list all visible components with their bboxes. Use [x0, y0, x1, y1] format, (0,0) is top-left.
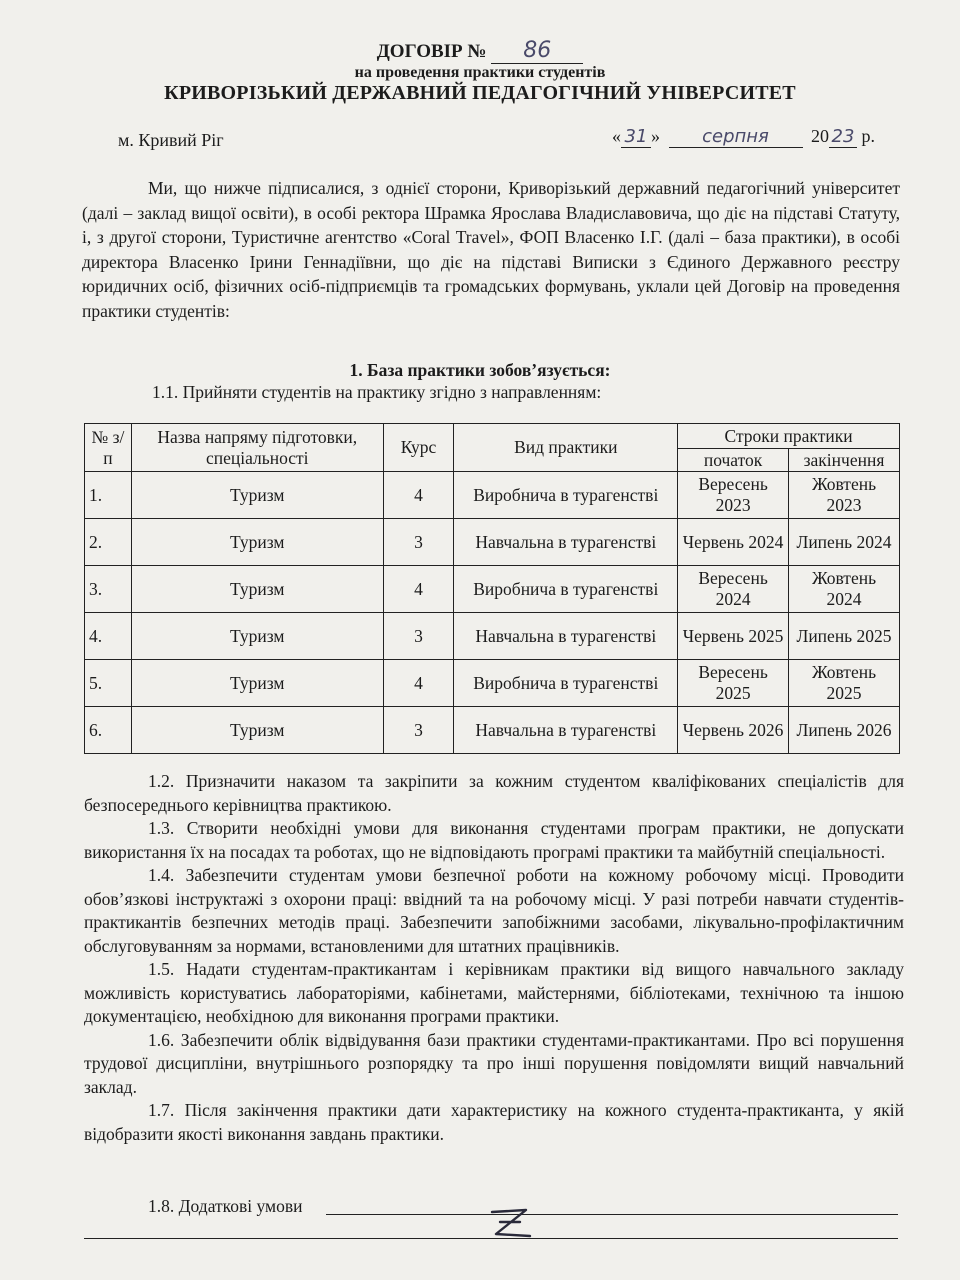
- date-day: 31: [621, 126, 651, 148]
- point-1-3: 1.3. Створити необхідні умови для виконання студентами програм практики, не допускати використання їх на посадах та роботах, що не відповідають програмі практики та майбутній спеціальності.: [84, 818, 904, 862]
- row-num: 4.: [85, 613, 132, 660]
- row-end: Липень 2024: [789, 519, 900, 566]
- date-year-unit: р.: [861, 126, 875, 146]
- city: м. Кривий Ріг: [118, 130, 224, 150]
- point-1-7: 1.7. Після закінчення практики дати характеристику на кожного студента-практиканта, у якій відобразити якості виконання завдань практики.: [84, 1100, 904, 1144]
- table-row: [85, 660, 900, 707]
- row-end: Липень 2026: [789, 707, 900, 754]
- point-1-4: 1.4. Забезпечити студентам умови безпечної роботи на кожному робочому місці. Проводити обов’язкові інструктажі з охорони праці: ввідний та на робочому місці. У разі потреби навчати студентів-практикантів безпечних методів праці. Забезпечити запобіжними засобами, лікувально-профілактичним обслуговуванням за нормами, встановленими для штатних працівників.: [84, 865, 904, 956]
- row-start: Вересень 2023: [678, 472, 789, 519]
- row-course: 4: [383, 566, 454, 613]
- row-num: 1.: [85, 472, 132, 519]
- row-num: 2.: [85, 519, 132, 566]
- practice-table: [84, 423, 900, 754]
- row-direction: Туризм: [131, 519, 383, 566]
- row-course: 3: [383, 613, 454, 660]
- row-course: 4: [383, 660, 454, 707]
- contract-title: [0, 38, 960, 64]
- contract-number-handwritten: 86: [491, 38, 583, 64]
- point-1-2: 1.2. Призначити наказом та закріпити за кожним студентом кваліфікованих спеціалістів для безпосереднього керівництва практикою.: [84, 771, 904, 815]
- row-start: Червень 2024: [678, 519, 789, 566]
- row-direction: Туризм: [131, 472, 383, 519]
- date-month: серпня: [669, 126, 803, 148]
- header-course: Курс: [383, 424, 454, 472]
- row-direction: Туризм: [131, 613, 383, 660]
- point-1-8: 1.8. Додаткові умови: [148, 1196, 303, 1216]
- row-course: 3: [383, 707, 454, 754]
- section-1-heading: 1. База практики зобов’язується:: [349, 360, 611, 380]
- handwritten-z-mark-icon: [486, 1204, 534, 1244]
- row-practice-type: Навчальна в турагенстві: [454, 707, 678, 754]
- header-num: № з/п: [85, 424, 132, 472]
- header-practice-type: Вид практики: [454, 424, 678, 472]
- header-start: початок: [678, 449, 789, 472]
- row-practice-type: Виробнича в турагенстві: [454, 472, 678, 519]
- row-end: Жовтень 2024: [789, 566, 900, 613]
- row-num: 6.: [85, 707, 132, 754]
- table-row: [85, 613, 900, 660]
- row-course: 4: [383, 472, 454, 519]
- row-practice-type: Виробнича в турагенстві: [454, 660, 678, 707]
- contract-date: [612, 126, 875, 148]
- date-year-prefix: 20: [811, 126, 829, 146]
- header-end: закінчення: [789, 449, 900, 472]
- date-year-suffix: 23: [829, 126, 857, 148]
- header-terms: Строки практики: [678, 424, 900, 449]
- point-1-1: 1.1. Прийняти студентів на практику згідно з направленням:: [152, 382, 602, 402]
- row-end: Липень 2025: [789, 613, 900, 660]
- header-direction: Назва напряму підготовки, спеціальності: [131, 424, 383, 472]
- row-practice-type: Виробнича в турагенстві: [454, 566, 678, 613]
- row-practice-type: Навчальна в турагенстві: [454, 613, 678, 660]
- row-direction: Туризм: [131, 707, 383, 754]
- intro-paragraph: Ми, що нижче підписалися, з однієї сторони, Криворізький державний педагогічний університет (далі – заклад вищої освіти), в особі ректора Шрамка Ярослава Владиславовича, що діє на підставі Статуту, і, з другої сторони, Туристичне агентство «Coral Travel», ФОП Власенко І.Г. (далі – база практики), в особі директора Власенко Ірини Геннадіївни, що діє на підставі Виписки з Єдиного Державного реєстру юридичних осіб, фізичних осіб-підприємців та громадських формувань, уклали цей Договір на проведення практики студентів:: [82, 178, 900, 321]
- row-direction: Туризм: [131, 566, 383, 613]
- row-start: Червень 2025: [678, 613, 789, 660]
- row-direction: Туризм: [131, 660, 383, 707]
- contract-subtitle: на проведення практики студентів: [354, 64, 606, 81]
- table-row: [85, 519, 900, 566]
- table-row: [85, 707, 900, 754]
- additional-terms-line: [326, 1214, 898, 1215]
- row-num: 3.: [85, 566, 132, 613]
- row-start: Вересень 2024: [678, 566, 789, 613]
- row-practice-type: Навчальна в турагенстві: [454, 519, 678, 566]
- section-1-points: [84, 770, 904, 1146]
- table-row: [85, 472, 900, 519]
- date-close-quote: »: [651, 126, 660, 146]
- point-1-5: 1.5. Надати студентам-практикантам і керівникам практики від вищого навчального закладу можливість користуватись лабораторіями, кабінетами, майстернями, бібліотеками, технічною та іншою документацією, необхідною для виконання програми практики.: [84, 959, 904, 1026]
- date-open-quote: «: [612, 126, 621, 146]
- row-end: Жовтень 2023: [789, 472, 900, 519]
- row-end: Жовтень 2025: [789, 660, 900, 707]
- table-row: [85, 566, 900, 613]
- row-start: Вересень 2025: [678, 660, 789, 707]
- row-start: Червень 2026: [678, 707, 789, 754]
- university-name: КРИВОРІЗЬКИЙ ДЕРЖАВНИЙ ПЕДАГОГІЧНИЙ УНІВЕРСИТЕТ: [164, 82, 796, 104]
- row-num: 5.: [85, 660, 132, 707]
- point-1-6: 1.6. Забезпечити облік відвідування бази практики студентами-практикантами. Про всі порушення трудової дисципліни, внутрішнього розпорядку та про інші порушення повідомляти вищий навчальний заклад.: [84, 1029, 904, 1097]
- row-course: 3: [383, 519, 454, 566]
- contract-title-label: ДОГОВІР №: [376, 41, 487, 62]
